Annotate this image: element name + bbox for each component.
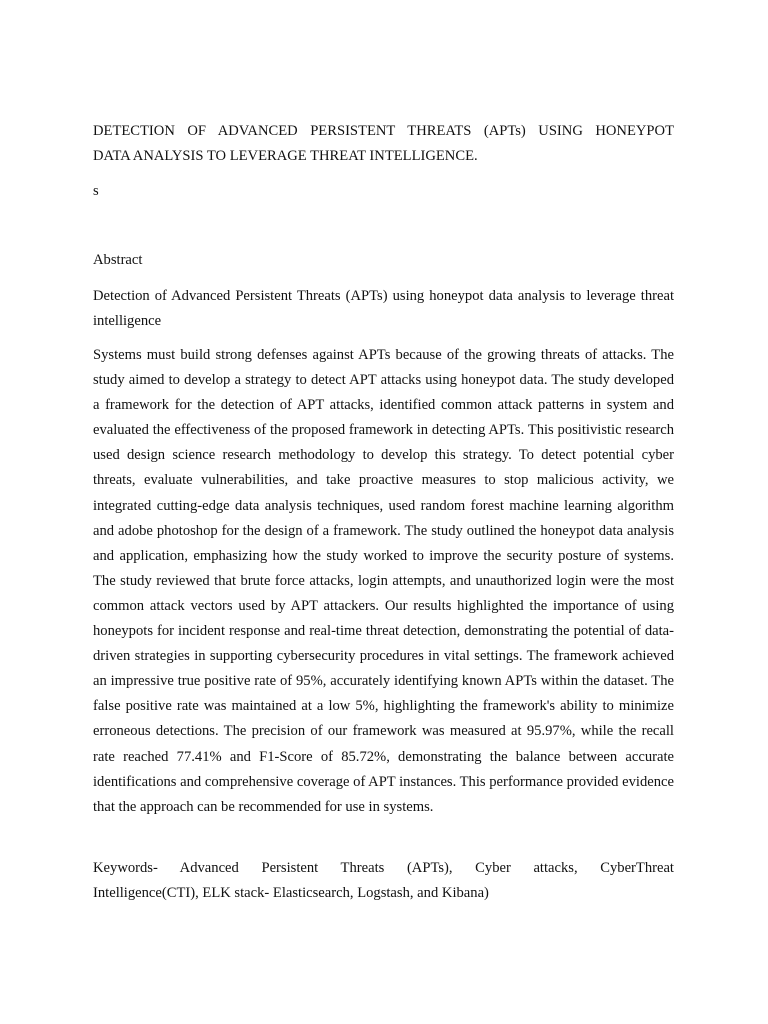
abstract-subtitle: Detection of Advanced Persistent Threats (APTs) using honeypot data analysis to leverage threat intelligence	[93, 288, 674, 329]
keywords	[93, 856, 674, 906]
paper-title-line-1: DETECTION OF ADVANCED PERSISTENT THREATS (APTs) USING HONEYPOT	[93, 123, 674, 139]
keywords-line-2: Intelligence(CTI), ELK stack- Elasticsearch, Logstash, and Kibana)	[93, 885, 489, 901]
paper-title-line-2: DATA ANALYSIS TO LEVERAGE THREAT INTELLIGENCE.	[93, 148, 478, 164]
stray-character: s	[93, 183, 99, 199]
abstract-heading: Abstract	[93, 252, 143, 268]
keywords-line-1: Keywords- Advanced Persistent Threats (APTs), Cyber attacks, CyberThreat	[93, 860, 674, 876]
abstract-body: Systems must build strong defenses against APTs because of the growing threats of attacks. The study aimed to develop a strategy to detect APT attacks using honeypot data. The study developed a framework for the detection of APT attacks, identified common attack patterns in system and evaluated the effectiveness of the proposed framework in detecting APTs. This positivistic research used design science research methodology to develop this strategy. To detect potential cyber threats, evaluate vulnerabilities, and take proactive measures to stop malicious activity, we integrated cutting-edge data analysis techniques, used random forest machine learning algorithm and adobe photoshop for the design of a framework. The study outlined the honeypot data analysis and application, emphasizing how the study worked to improve the security posture of systems. The study reviewed that brute force attacks, login attempts, and unauthorized login were the most common attack vectors used by APT attackers. Our results highlighted the importance of using honeypots for incident response and real-time threat detection, demonstrating the potential of data-driven strategies in supporting cybersecurity procedures in vital settings. The framework achieved an impressive true positive rate of 95%, accurately identifying known APTs within the dataset. The false positive rate was maintained at a low 5%, highlighting the framework's ability to minimize erroneous detections. The precision of our framework was measured at 95.97%, while the recall rate reached 77.41% and F1-Score of 85.72%, demonstrating the balance between accurate identifications and comprehensive coverage of APT instances. This performance provided evidence that the approach can be recommended for use in systems.	[93, 347, 674, 815]
paper-title	[93, 119, 674, 169]
